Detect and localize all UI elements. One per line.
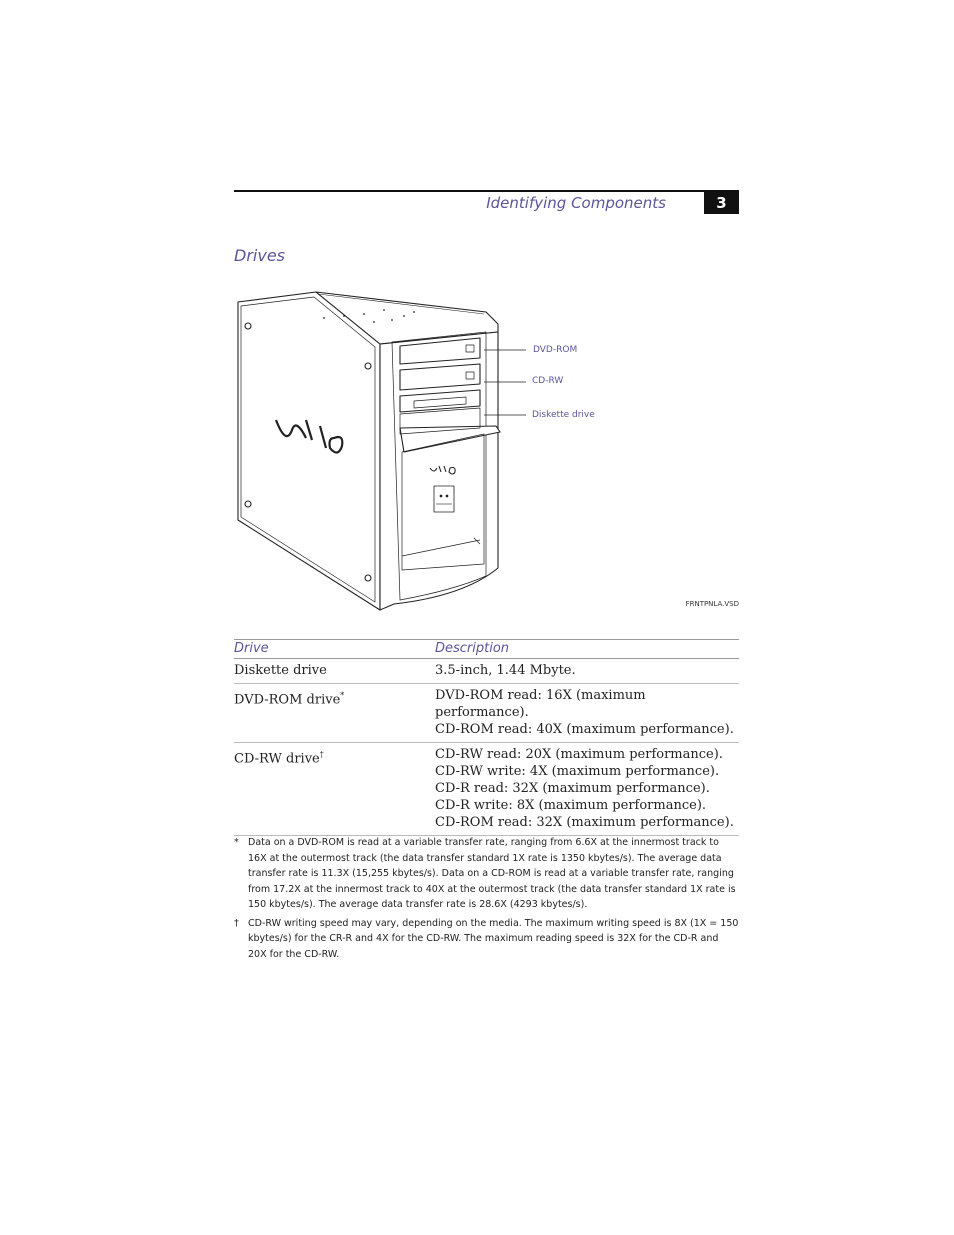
drive-name-cell — [234, 684, 435, 743]
computer-tower-illustration — [234, 288, 739, 618]
description-line: DVD-ROM read: 16X (maximum — [435, 688, 646, 703]
description-line: performance). — [435, 705, 529, 720]
table-row — [234, 684, 739, 743]
drive-name: DVD-ROM drive — [234, 692, 341, 708]
description-line: CD-R write: 8X (maximum performance). — [435, 798, 707, 813]
drive-name: Diskette drive — [234, 663, 327, 678]
footnote-text: Data on a DVD-ROM is read at a variable transfer rate, ranging from 6.6X at the innermost track to 16X at the outermost track (the data transfer standard 1X rate is 1350 kbytes/s). The average data transfer rate is 11.3X (15,255 kbytes/s). Data on a CD-ROM is read at a variable transfer rate, ranging from 17.2X at the innermost track to 40X at the outermost track (the data transfer standard 1X rate is 150 kbytes/s). The average data transfer rate is 28.6X (4293 kbytes/s). — [248, 837, 736, 910]
running-title: Identifying Components — [486, 194, 666, 212]
drive-description-cell — [435, 684, 739, 743]
callout-diskette-drive: Diskette drive — [532, 410, 595, 420]
description-line: CD-R read: 32X (maximum performance). — [435, 781, 710, 796]
column-header-description: Description — [435, 640, 739, 659]
description-line: CD-RW write: 4X (maximum performance). — [435, 764, 720, 779]
footnote — [234, 835, 739, 913]
column-header-drive: Drive — [234, 640, 435, 659]
footnote-mark: * — [340, 691, 345, 700]
description-line: CD-ROM read: 32X (maximum performance). — [435, 815, 734, 830]
footnote-symbol: * — [234, 837, 239, 848]
footnotes — [234, 835, 739, 965]
description-line: 3.5-inch, 1.44 Mbyte. — [435, 663, 576, 678]
drive-name-cell — [234, 743, 435, 836]
figure-file-id: FRNTPNLA.VSD — [685, 600, 739, 608]
section-title: Drives — [234, 246, 285, 265]
table-row — [234, 659, 739, 684]
header-rule — [234, 190, 739, 192]
footnote-mark: † — [319, 750, 324, 759]
callout-dvd-rom: DVD-ROM — [533, 345, 578, 355]
drive-name: CD-RW drive — [234, 751, 320, 767]
footnote — [234, 916, 739, 963]
table-row — [234, 743, 739, 836]
footnote-text: CD-RW writing speed may vary, depending on the media. The maximum writing speed is 8X (1X = 150 kbytes/s) for the CR-R and 4X for the CD-RW. The maximum reading speed is 32X for the CD-R and 20X for the CD-RW. — [248, 917, 739, 960]
description-line: CD-ROM read: 40X (maximum performance). — [435, 722, 734, 737]
drives-table — [234, 639, 739, 836]
page-number: 3 — [704, 192, 739, 214]
footnote-symbol: † — [234, 917, 239, 929]
table-header-row — [234, 640, 739, 659]
drive-description-cell — [435, 659, 739, 684]
drive-description-cell — [435, 743, 739, 836]
computer-figure — [234, 288, 739, 618]
description-line: CD-RW read: 20X (maximum performance). — [435, 747, 723, 762]
drive-name-cell — [234, 659, 435, 684]
callout-cd-rw: CD-RW — [532, 376, 564, 386]
